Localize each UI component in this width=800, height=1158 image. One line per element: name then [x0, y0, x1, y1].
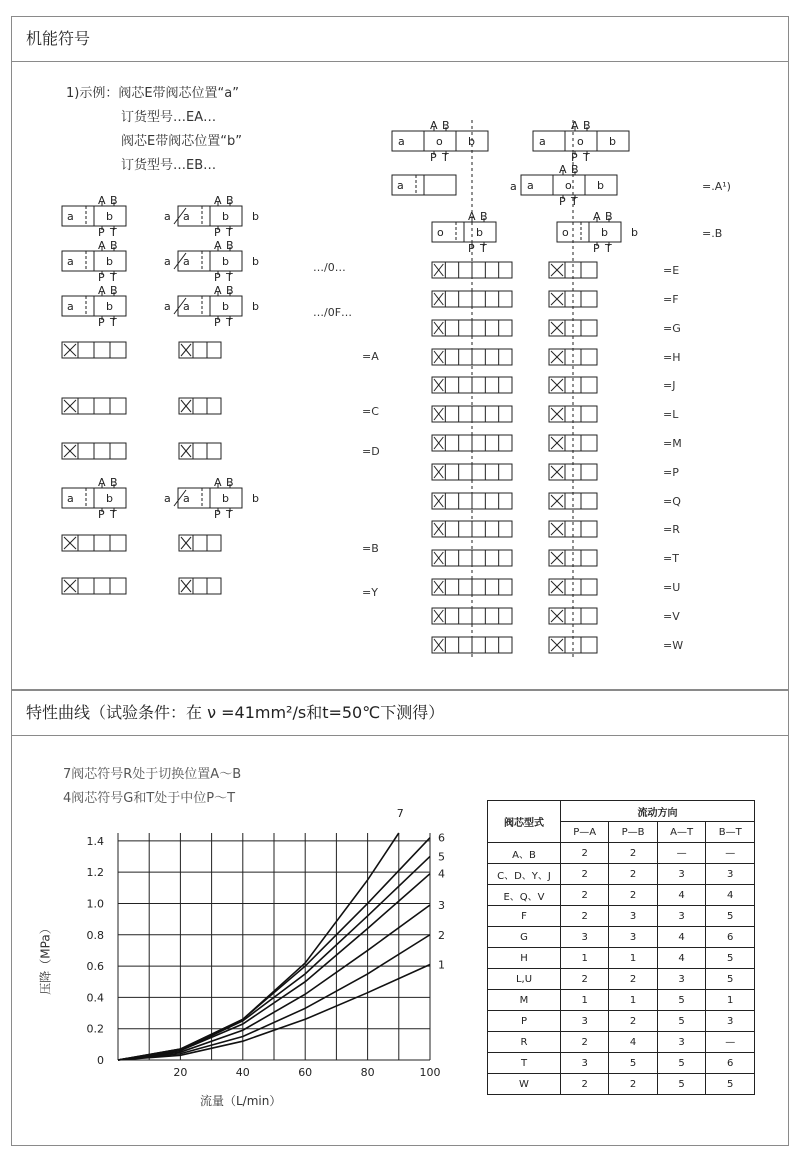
position-letter: o — [436, 135, 443, 148]
example-line-1: 1)示例：阀芯E带阀芯位置“a” — [66, 86, 239, 101]
table-cell-value: — — [657, 843, 706, 864]
table-cell-value: 5 — [657, 1074, 706, 1095]
port-letter-B: B — [110, 284, 118, 297]
series-label: 6 — [438, 831, 445, 845]
table-cell-value: 2 — [561, 906, 609, 927]
port-letter-T: T — [226, 508, 233, 521]
table-cell-type: P — [488, 1011, 561, 1032]
table-cell-value: 5 — [657, 1053, 706, 1074]
position-letter: a — [397, 179, 404, 192]
valve-position-box — [521, 175, 553, 195]
position-letter: a — [539, 135, 546, 148]
table-row — [488, 843, 755, 864]
table-cell-value: 1 — [609, 990, 657, 1011]
port-letter-T: T — [226, 316, 233, 329]
port-letter-A: A — [430, 119, 438, 132]
code-label-0: …/0… — [313, 261, 346, 274]
position-letter: b — [601, 226, 608, 239]
port-letter-B: B — [110, 239, 118, 252]
table-row — [488, 990, 755, 1011]
position-letter: b — [609, 135, 616, 148]
port-letter-P: P — [98, 316, 105, 329]
table-cell-value: 2 — [609, 864, 657, 885]
series-label: 7 — [396, 807, 404, 820]
port-letter-T: T — [110, 226, 117, 239]
port-letter-A: A — [593, 210, 601, 223]
table-row — [488, 1011, 755, 1032]
port-letter-A: A — [214, 284, 222, 297]
table-cell-value: 2 — [609, 885, 657, 906]
table-cell-value: 6 — [706, 1053, 755, 1074]
spool-label-right: =F — [663, 293, 679, 306]
table-cell-type: H — [488, 948, 561, 969]
spool-label-right: =E — [663, 264, 680, 277]
section-title-text-2: 特性曲线（试验条件：在 ν =41mm²/s和t=50℃下测得） — [26, 703, 445, 722]
chart-ylabel: 压降（MPa） — [38, 922, 53, 995]
port-letter-B: B — [110, 194, 118, 207]
spool-label-right: =Q — [663, 495, 681, 508]
position-letter: b — [476, 226, 483, 239]
y-tick-label: 0.4 — [86, 991, 104, 1005]
table-column-header: A—T — [657, 822, 706, 843]
port-letter-B: B — [442, 119, 450, 132]
position-letter: o — [437, 226, 444, 239]
spool-label-right: =J — [663, 379, 676, 392]
table-cell-value: 2 — [561, 885, 609, 906]
position-letter: b — [106, 300, 113, 313]
table-cell-value: 3 — [561, 927, 609, 948]
series-label: 4 — [438, 867, 445, 881]
table-cell-value: 5 — [657, 990, 706, 1011]
port-letter-B: B — [583, 119, 591, 132]
chart-xlabel: 流量（L/min） — [200, 1094, 282, 1108]
port-letter-A: A — [559, 163, 567, 176]
y-tick-label: 1.4 — [86, 834, 104, 848]
series-label: 1 — [438, 958, 445, 972]
table-cell-value: 2 — [609, 969, 657, 990]
spool-label-right: =T — [663, 552, 679, 565]
spool-label-C: =C — [362, 405, 379, 418]
table-row — [488, 1074, 755, 1095]
spool-label-right: =H — [663, 351, 681, 364]
spool-strip-right-narrow — [549, 320, 597, 336]
position-letter: b — [222, 210, 229, 223]
table-cell-value: 3 — [657, 969, 706, 990]
port-letter-P: P — [593, 242, 600, 255]
table-cell-value: 3 — [657, 906, 706, 927]
table-cell-value: 1 — [706, 990, 755, 1011]
spool-strip-right-narrow — [549, 608, 597, 624]
port-letter-T: T — [226, 271, 233, 284]
code-label-0F: …/0F… — [313, 306, 353, 319]
table-column-header: P—A — [561, 822, 609, 843]
spool-strip-right-narrow — [549, 464, 597, 480]
table-row — [488, 1053, 755, 1074]
table-cell-type: R — [488, 1032, 561, 1053]
position-letter: b — [222, 255, 229, 268]
table-cell-value: — — [706, 843, 755, 864]
table-cell-type: E、Q、V — [488, 885, 561, 906]
port-letter-A: A — [214, 476, 222, 489]
table-cell-value: 4 — [657, 927, 706, 948]
port-letter-P: P — [214, 316, 221, 329]
position-letter: b — [597, 179, 604, 192]
table-row — [488, 864, 755, 885]
table-header-group: 流动方向 — [561, 801, 755, 822]
port-letter-T: T — [480, 242, 487, 255]
position-letter: a — [67, 255, 74, 268]
table-cell-type: G — [488, 927, 561, 948]
table-row — [488, 885, 755, 906]
series-label: 2 — [438, 928, 445, 942]
table-cell-value: — — [706, 1032, 755, 1053]
port-letter-A: A — [214, 239, 222, 252]
table-cell-type: M — [488, 990, 561, 1011]
position-letter: b — [106, 210, 113, 223]
actuator-letter: b — [252, 210, 259, 223]
port-letter-B: B — [605, 210, 613, 223]
table-cell-value: 3 — [657, 864, 706, 885]
table-cell-value: 5 — [657, 1011, 706, 1032]
table-cell-value: 2 — [609, 1011, 657, 1032]
spool-label-right: =L — [663, 408, 679, 421]
table-cell-type: W — [488, 1074, 561, 1095]
table-cell-value: 2 — [561, 969, 609, 990]
example-line-2: 订货型号…EA… — [121, 110, 217, 125]
table-cell-type: A、B — [488, 843, 561, 864]
spool-label-right: =W — [663, 639, 684, 652]
table-cell-value: 3 — [706, 1011, 755, 1032]
example-line-4: 订货型号…EB… — [121, 158, 217, 173]
table-cell-value: 3 — [609, 906, 657, 927]
table-cell-type: T — [488, 1053, 561, 1074]
actuator-letter: a — [164, 300, 171, 313]
table-cell-type: L,U — [488, 969, 561, 990]
position-letter: b — [106, 255, 113, 268]
spool-label-right: =R — [663, 523, 680, 536]
port-letter-B: B — [226, 239, 234, 252]
code-label-A1: =.A¹) — [702, 180, 731, 193]
code-label-B: =.B — [702, 227, 723, 240]
position-letter: o — [577, 135, 584, 148]
port-letter-A: A — [214, 194, 222, 207]
valve-position-box — [533, 131, 565, 151]
table-cell-value: 3 — [706, 864, 755, 885]
port-letter-T: T — [442, 151, 449, 164]
y-tick-label: 1.2 — [86, 866, 104, 880]
position-letter: a — [67, 210, 74, 223]
position-letter: a — [398, 135, 405, 148]
port-letter-P: P — [571, 151, 578, 164]
spool-label-right: =P — [663, 466, 679, 479]
spool-label-right: =M — [663, 437, 682, 450]
port-letter-A: A — [468, 210, 476, 223]
port-letter-A: A — [98, 239, 106, 252]
note-line-1: 7阀芯符号R处于切换位置A～B — [63, 767, 242, 782]
port-letter-A: A — [98, 476, 106, 489]
port-letter-B: B — [480, 210, 488, 223]
table-cell-value: 1 — [561, 990, 609, 1011]
table-cell-value: 5 — [609, 1053, 657, 1074]
spool-strip-right-narrow — [549, 435, 597, 451]
table-cell-value: 4 — [657, 885, 706, 906]
actuator-letter: a — [164, 210, 171, 223]
position-letter: b — [468, 135, 475, 148]
table-cell-value: 6 — [706, 927, 755, 948]
port-letter-B: B — [110, 476, 118, 489]
position-letter: b — [106, 492, 113, 505]
port-letter-P: P — [214, 508, 221, 521]
port-letter-B: B — [571, 163, 579, 176]
port-letter-P: P — [98, 226, 105, 239]
table-column-header: P—B — [609, 822, 657, 843]
x-tick-label: 40 — [235, 1066, 250, 1079]
position-letter: b — [222, 492, 229, 505]
port-letter-A: A — [98, 194, 106, 207]
table-cell-value: 2 — [561, 1032, 609, 1053]
table-row — [488, 906, 755, 927]
port-letter-B: B — [226, 194, 234, 207]
table-cell-value: 1 — [561, 948, 609, 969]
y-tick-label: 0.6 — [86, 960, 104, 974]
position-letter: b — [222, 300, 229, 313]
actuator-letter: a — [164, 492, 171, 505]
table-cell-value: 2 — [609, 1074, 657, 1095]
y-tick-label: 0 — [97, 1054, 104, 1067]
table-cell-value: 5 — [706, 969, 755, 990]
port-letter-B: B — [226, 284, 234, 297]
table-cell-value: 5 — [706, 1074, 755, 1095]
port-letter-T: T — [226, 226, 233, 239]
spool-label-right: =U — [663, 581, 681, 594]
table-cell-value: 3 — [657, 1032, 706, 1053]
actuator-letter: b — [252, 492, 259, 505]
table-row — [488, 969, 755, 990]
spool-label-Y: =Y — [362, 586, 378, 599]
spool-label-right: =G — [663, 322, 681, 335]
port-letter-T: T — [605, 242, 612, 255]
spool-label-D: =D — [362, 445, 380, 458]
example-line-3: 阀芯E带阀芯位置“b” — [121, 134, 242, 149]
table-cell-value: 2 — [609, 843, 657, 864]
spool-strip-right-narrow — [549, 291, 597, 307]
x-tick-label: 60 — [298, 1066, 313, 1079]
table-column-header: B—T — [706, 822, 755, 843]
port-letter-A: A — [98, 284, 106, 297]
position-letter: a — [67, 492, 74, 505]
port-letter-T: T — [110, 508, 117, 521]
actuator-letter: b — [252, 255, 259, 268]
y-tick-label: 0.8 — [86, 928, 104, 942]
series-label: 3 — [438, 899, 445, 913]
flow-direction-table — [487, 800, 755, 1095]
table-row — [488, 1032, 755, 1053]
position-letter: o — [565, 179, 572, 192]
spool-label-B: =B — [362, 542, 379, 555]
spool-strip-right-narrow — [549, 579, 597, 595]
port-letter-P: P — [430, 151, 437, 164]
table-row — [488, 948, 755, 969]
table-cell-value: 4 — [657, 948, 706, 969]
table-cell-value: 2 — [561, 864, 609, 885]
actuator-letter: a — [510, 180, 517, 193]
table-cell-value: 4 — [706, 885, 755, 906]
section-title-text: 机能符号 — [26, 29, 91, 48]
table-header-type: 阀芯型式 — [488, 801, 561, 843]
port-letter-P: P — [214, 271, 221, 284]
port-letter-T: T — [110, 316, 117, 329]
y-tick-label: 0.2 — [86, 1022, 104, 1036]
port-letter-P: P — [98, 508, 105, 521]
table-cell-value: 4 — [609, 1032, 657, 1053]
page-bottom-edge — [380, 1148, 420, 1158]
table-cell-value: 2 — [561, 1074, 609, 1095]
series-line-7 — [118, 833, 399, 1060]
table-cell-value: 5 — [706, 906, 755, 927]
position-letter: a — [183, 210, 190, 223]
actuator-letter: b — [631, 226, 638, 239]
port-letter-P: P — [214, 226, 221, 239]
port-letter-B: B — [226, 476, 234, 489]
position-letter: a — [183, 255, 190, 268]
y-tick-label: 1.0 — [86, 897, 104, 911]
x-tick-label: 20 — [173, 1066, 188, 1079]
position-letter: a — [527, 179, 534, 192]
port-letter-T: T — [571, 195, 578, 208]
x-tick-label: 100 — [419, 1066, 441, 1079]
port-letter-P: P — [98, 271, 105, 284]
table-cell-value: 5 — [706, 948, 755, 969]
table-row — [488, 927, 755, 948]
actuator-letter: a — [164, 255, 171, 268]
position-letter: a — [183, 492, 190, 505]
table-cell-value: 1 — [609, 948, 657, 969]
table-cell-type: F — [488, 906, 561, 927]
spool-label-A: =A — [362, 350, 379, 363]
spool-label-right: =V — [663, 610, 680, 623]
port-letter-T: T — [583, 151, 590, 164]
port-letter-A: A — [571, 119, 579, 132]
table-cell-type: C、D、Y、J — [488, 864, 561, 885]
position-letter: o — [562, 226, 569, 239]
actuator-letter: b — [252, 300, 259, 313]
position-letter: a — [67, 300, 74, 313]
table-cell-value: 3 — [561, 1011, 609, 1032]
table-cell-value: 3 — [561, 1053, 609, 1074]
port-letter-P: P — [468, 242, 475, 255]
port-letter-T: T — [110, 271, 117, 284]
table-cell-value: 3 — [609, 927, 657, 948]
port-letter-P: P — [559, 195, 566, 208]
position-letter: a — [183, 300, 190, 313]
table-cell-value: 2 — [561, 843, 609, 864]
note-line-2: 4阀芯符号G和T处于中位P～T — [63, 791, 236, 806]
x-tick-label: 80 — [360, 1066, 375, 1079]
series-label: 5 — [438, 850, 445, 864]
